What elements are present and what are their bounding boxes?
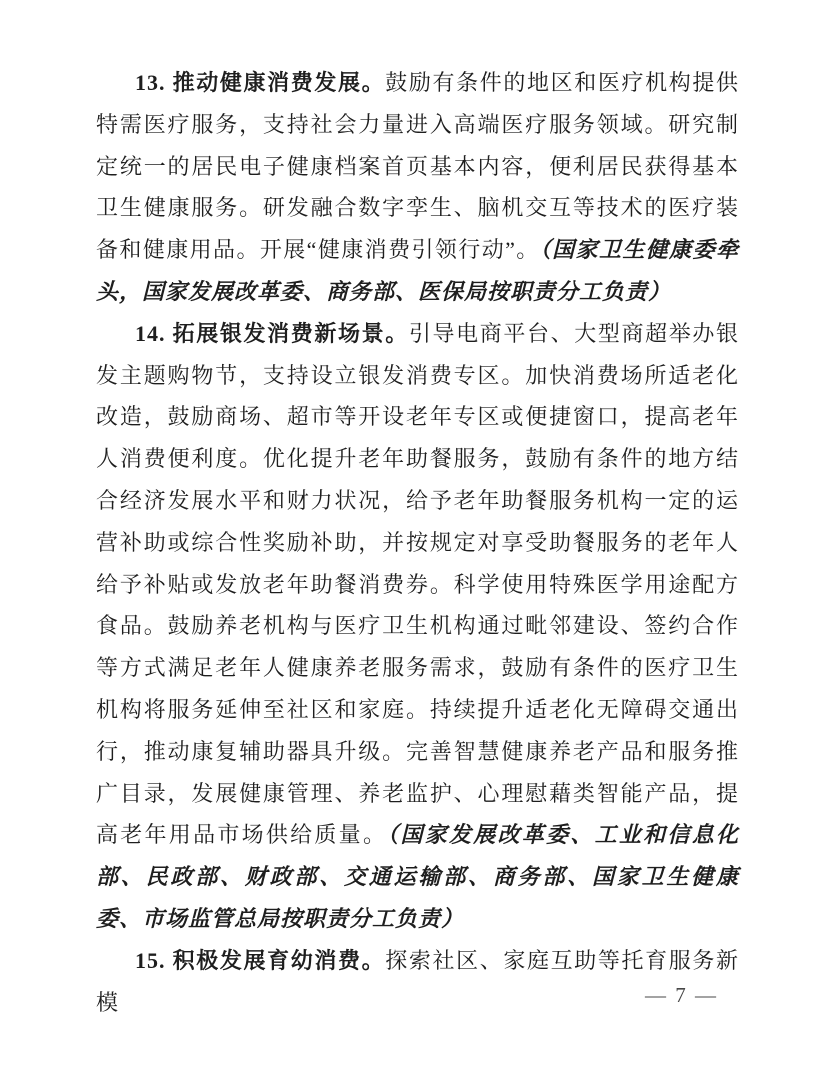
paragraph-item-15 bbox=[96, 940, 739, 1024]
page-number: — 7 — bbox=[645, 983, 718, 1007]
paragraph-item-13 bbox=[96, 62, 739, 313]
paragraph-item-14 bbox=[96, 313, 739, 940]
paragraph-13-heading: 13. 推动健康消费发展。 bbox=[135, 70, 386, 95]
paragraph-15-body: 探索社区、家庭互助等托育服务新模 bbox=[96, 947, 739, 1015]
paragraph-14-heading: 14. 拓展银发消费新场景。 bbox=[135, 320, 409, 346]
document-body bbox=[96, 62, 739, 1023]
paragraph-13-body: 鼓励有条件的地区和医疗机构提供特需医疗服务，支持社会力量进入高端医疗服务领域。研究制定统一的居民电子健康档案首页基本内容，便利居民获得基本卫生健康服务。研发融合数字孪生、脑机交互等技术的医疗装备和健康用品。开展“健康消费引领行动”。 bbox=[96, 70, 739, 263]
paragraph-15-heading: 15. 积极发展育幼消费。 bbox=[135, 947, 386, 973]
paragraph-14-body: 引导电商平台、大型商超举办银发主题购物节，支持设立银发消费专区。加快消费场所适老化改造，鼓励商场、超市等开设老年专区或便捷窗口，提高老年人消费便利度。优化提升老年助餐服务，鼓励有条件的地方结合经济发展水平和财力状况，给予老年助餐服务机构一定的运营补助或综合性奖励补助，并按规定对享受助餐服务的老年人给予补贴或发放老年助餐消费券。科学使用特殊医学用途配方食品。鼓励养老机构与医疗卫生机构通过毗邻建设、签约合作等方式满足老年人健康养老服务需求，鼓励有条件的医疗卫生机构将服务延伸至社区和家庭。持续提升适老化无障碍交通出行，推动康复辅助器具升级。完善智慧健康养老产品和服务推广目录，发展健康管理、养老监护、心理慰藉类智能产品，提高老年用品市场供给质量。 bbox=[96, 320, 739, 848]
paragraph-13-responsibility-annotation: （国家卫生健康委牵头，国家发展改革委、商务部、医保局按职责分工负责） bbox=[96, 237, 739, 304]
paragraph-14-responsibility-annotation: （国家发展改革委、工业和信息化部、民政部、财政部、交通运输部、商务部、国家卫生健康委、市场监管总局按职责分工负责） bbox=[96, 822, 739, 931]
